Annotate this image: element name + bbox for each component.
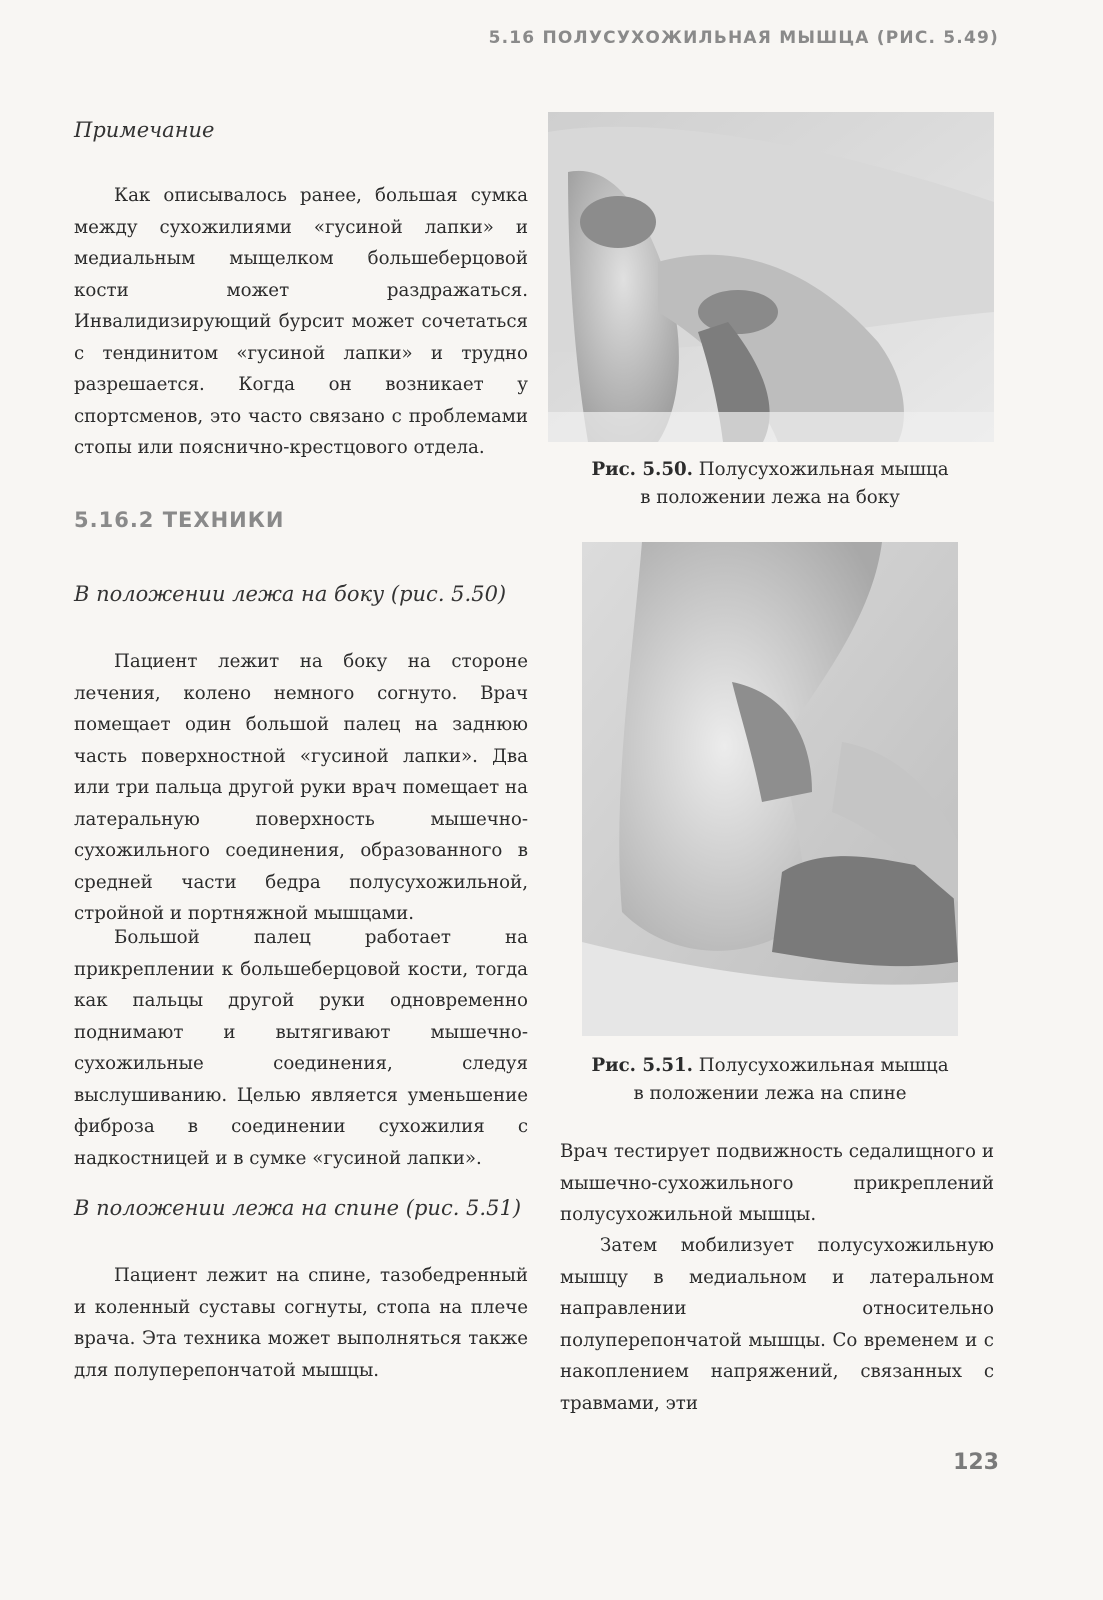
running-header: 5.16 ПОЛУСУХОЖИЛЬНАЯ МЫШЦА (РИС. 5.49) [488,28,999,48]
side-lying-illustration [548,112,994,442]
side-lying-paragraph-1: Пациент лежит на боку на стороне лечения, колено немного согнуто. Врач помещает один большой палец на заднюю часть поверхностной «гусиной лапки». Два или три пальца другой руки врач помещает на латеральную поверхность мышечно-сухожильного соединения, образованного в средней части бедра полусухожильной, стройной и портняжной мышцами. [74,651,528,924]
figure-caption-line1: Полусухожильная мышца [698,459,949,480]
figure-label: Рис. 5.51. [591,1055,693,1076]
figure-5-50-photo [548,112,994,442]
section-title: 5.16.2 ТЕХНИКИ [74,508,285,532]
figure-caption-line1: Полусухожильная мышца [698,1055,949,1076]
figure-label: Рис. 5.50. [591,459,693,480]
note-title: Примечание [74,118,215,142]
right-paragraph-1: Врач тестирует подвижность седалищного и мышечно-сухожильного прикреплений полусухожильной мышцы. [560,1141,994,1225]
figure-5-51-caption [560,1052,980,1108]
supine-paragraph-1: Пациент лежит на спине, тазобедренный и коленный суставы согнуты, стопа на плече врача. Эта техника может выполняться также для полуперепончатой мышцы. [74,1265,528,1381]
figure-caption-line2: в положении лежа на боку [640,487,900,508]
figure-caption-line2: в положении лежа на спине [633,1083,907,1104]
supine-heading: В положении лежа на спине (рис. 5.51) [74,1196,522,1220]
supine-illustration [582,542,958,1036]
note-paragraph: Как описывалось ранее, большая сумка между сухожилиями «гусиной лапки» и медиальным мыщелком большеберцовой кости может раздражаться. Инвалидизирующий бурсит может сочетаться с тендинитом «гусиной лапки» и трудно разрешается. Когда он возникает у спортсменов, это часто связано с проблемами стопы или пояснично-крестцового отдела. [74,185,528,458]
side-lying-paragraph-2: Большой палец работает на прикреплении к большеберцовой кости, тогда как пальцы другой руки одновременно поднимают и вытягивают мышечно-сухожильные соединения, следуя выслушиванию. Целью является уменьшение фиброза в соединении сухожилия с надкостницей и в сумке «гусиной лапки». [74,927,528,1169]
right-paragraph-2: Затем мобилизует полусухожильную мышцу в медиальном и латеральном направлении относительно полуперепончатой мышцы. Со временем и с накоплением напряжений, связанных с травмами, эти [560,1235,994,1414]
page-number: 123 [953,1450,999,1475]
side-lying-heading: В положении лежа на боку (рис. 5.50) [74,582,507,606]
figure-5-50-caption [560,456,980,512]
figure-5-51-photo [582,542,958,1036]
